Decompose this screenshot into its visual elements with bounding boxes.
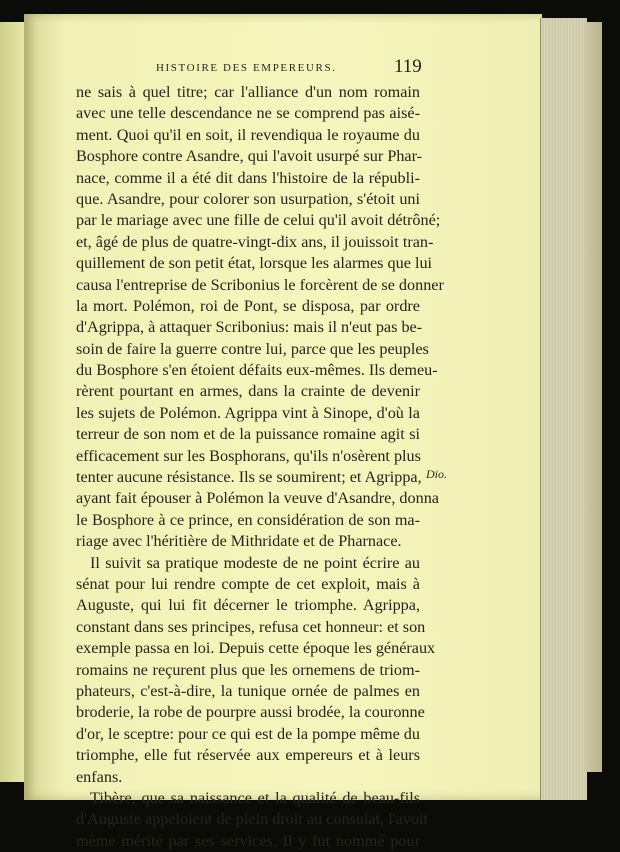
text-line: soin de faire la guerre contre lui, parce que les peuples <box>76 339 429 358</box>
text-line: du Bosphore s'en étoient défaits eux-mêmes. Ils demeu- <box>76 361 438 380</box>
text-line: tenter aucune résistance. Ils se soumirent; et Agrippa, <box>76 468 422 487</box>
text-line: exemple passa en loi. Depuis cette époque les généraux <box>76 639 436 658</box>
text-line: d'or, le sceptre: pour ce qui est de la pompe même du <box>76 724 420 743</box>
text-line: avec une telle descendance ne se comprend pas aisé- <box>76 104 420 123</box>
text-line: ne sais à quel titre; car l'alliance d'un nom romain <box>76 83 420 101</box>
text-line: riage avec l'héritière de Mithridate et de Pharnace. <box>76 532 402 551</box>
running-head: HISTOIRE DES EMPEREURS. <box>156 62 337 74</box>
page-block-edges <box>540 18 587 800</box>
text-line: d'Agrippa, à attaquer Scribonius: mais il n'eut pas be- <box>76 318 423 337</box>
page-number: 119 <box>394 56 422 77</box>
text-line: triomphe, elle fut réservée aux empereurs et à leurs <box>76 746 420 765</box>
text-line: Tibère, que sa naissance et la qualité de beau-fils <box>90 788 420 807</box>
text-line: les sujets de Polémon. Agrippa vint à Sinope, d'où la <box>76 403 420 422</box>
text-line: efficacement sur les Bosphorans, qu'ils n'osèrent plus <box>76 446 421 465</box>
text-line: Il suivit sa pratique modeste de ne point écrire au <box>90 553 420 572</box>
text-line: rèrent pourtant en armes, dans la crainte de devenir <box>76 382 420 401</box>
text-line: romains ne reçurent plus que les ornemens de triom- <box>76 660 420 679</box>
text-line: Bosphore contre Asandre, qui l'avoit usurpé sur Phar- <box>76 147 423 166</box>
book-cover-edge <box>584 22 602 772</box>
text-line: sénat pour lui rendre compte de cet exploit, mais à <box>76 574 420 593</box>
text-line: enfans. <box>76 767 123 786</box>
text-line: nace, comme il a été dit dans l'histoire de la républi- <box>76 168 420 187</box>
text-line: terreur de son nom et de la puissance romaine agit si <box>76 425 420 444</box>
text-line: que. Asandre, pour colorer son usurpation, s'étoit uni <box>76 189 420 208</box>
text-line: Auguste, qui lui fit décerner le triomphe. Agrippa, <box>76 596 420 615</box>
text-line: causa l'entreprise de Scribonius le forcèrent de se donner <box>76 275 444 294</box>
text-line: ment. Quoi qu'il en soit, il revendiqua le royaume du <box>76 125 420 144</box>
text-line: quillement de son petit état, lorsque les alarmes que lui <box>76 254 433 273</box>
text-line: et, âgé de plus de quatre-vingt-dix ans, il jouissoit tran- <box>76 232 434 251</box>
margin-note: Dio. <box>426 467 447 481</box>
facing-page-edge <box>0 22 25 782</box>
text-line: broderie, la robe de pourpre aussi brodée, la couronne <box>76 703 425 722</box>
text-line: même mérité par ses services. Il y fut nommé pour <box>76 831 420 850</box>
text-line: phateurs, c'est-à-dire, la tunique ornée de palmes en <box>76 681 420 700</box>
text-line: constant dans ses principes, refusa cet honneur: et son <box>76 617 426 636</box>
text-line: ayant fait épouser à Polémon la veuve d'Asandre, donna <box>76 489 439 508</box>
text-line: la mort. Polémon, roi de Pont, se disposa, par ordre <box>76 296 420 315</box>
text-line: par le mariage avec une fille de celui qu'il avoit détrôné; <box>76 211 441 230</box>
text-line: d'Auguste appeloient de plein droit au consulat, l'avoit <box>76 810 428 829</box>
text-line: le Bosphore à ce prince, en considération de son ma- <box>76 510 420 529</box>
